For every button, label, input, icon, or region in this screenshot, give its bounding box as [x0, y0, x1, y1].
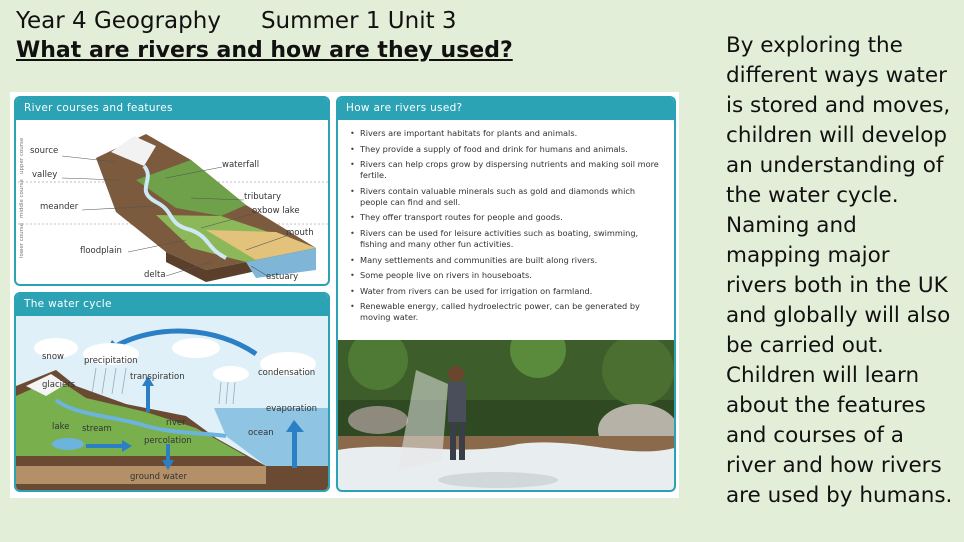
rivers-used-list: [338, 128, 670, 328]
list-item: • Renewable energy, called hydroelectric power, can be generated by moving water.: [360, 301, 660, 323]
label-river: river: [166, 418, 186, 428]
label-evaporation: evaporation: [266, 404, 318, 414]
list-item: • They offer transport routes for people and goods.: [360, 212, 660, 223]
label-mouth: mouth: [286, 228, 314, 238]
label-delta: delta: [144, 270, 166, 280]
label-glaciers: glaciers: [42, 380, 76, 390]
side-label-upper: upper course: [19, 137, 25, 174]
subject-label: Year 4 Geography: [16, 8, 221, 34]
label-oxbow-lake: oxbow lake: [252, 206, 300, 216]
side-label-lower: lower course: [19, 222, 25, 258]
label-condensation: condensation: [258, 368, 316, 378]
water-cycle-diagram: [16, 316, 328, 490]
label-tributary: tributary: [244, 192, 282, 202]
label-ocean: ocean: [248, 428, 274, 438]
water-cycle-panel: [14, 292, 330, 492]
river-fishing-photo: [338, 340, 674, 490]
river-courses-title: River courses and features: [16, 98, 328, 120]
list-item: • Rivers contain valuable minerals such as gold and diamonds which people can find and sell.: [360, 186, 660, 208]
label-valley: valley: [32, 170, 58, 180]
label-source: source: [30, 146, 59, 156]
side-label-middle: middle course: [19, 179, 25, 218]
list-item: • Rivers can be used for leisure activities such as boating, swimming, fishing and many other fun activities.: [360, 228, 660, 250]
list-item: • Rivers can help crops grow by dispersing nutrients and making soil more fertile.: [360, 159, 660, 181]
label-waterfall: waterfall: [222, 160, 260, 170]
unit-description: By exploring the different ways water is stored and moves, children will develop an understanding of the water cycle. Naming and mapping major rivers both in the UK and globally will also be carried out. Children will learn about the features and courses of a river and how rivers are used by humans.: [726, 33, 953, 508]
label-lake: lake: [52, 422, 70, 432]
header-line: [16, 8, 497, 34]
label-transpiration: transpiration: [130, 372, 185, 382]
list-item: • Some people live on rivers in houseboats.: [360, 270, 660, 281]
list-item: • Rivers are important habitats for plants and animals.: [360, 128, 660, 139]
label-stream: stream: [82, 424, 112, 434]
label-floodplain: floodplain: [80, 246, 122, 256]
label-snow: snow: [42, 352, 64, 362]
rivers-used-panel: [336, 96, 676, 492]
label-estuary: estuary: [266, 272, 299, 282]
list-item: • They provide a supply of food and drink for humans and animals.: [360, 144, 660, 155]
label-percolation: percolation: [144, 436, 192, 446]
knowledge-organiser: [10, 92, 679, 498]
unit-label: Summer 1 Unit 3: [260, 8, 457, 34]
list-item: • Water from rivers can be used for irrigation on farmland.: [360, 286, 660, 297]
rivers-used-title: How are rivers used?: [338, 98, 674, 120]
label-ground-water: ground water: [130, 472, 187, 482]
water-cycle-title: The water cycle: [16, 294, 328, 316]
label-meander: meander: [40, 202, 79, 212]
label-precipitation: precipitation: [84, 356, 138, 366]
river-courses-panel: [14, 96, 330, 286]
list-item: • Many settlements and communities are built along rivers.: [360, 255, 660, 266]
page-title: What are rivers and how are they used?: [16, 38, 513, 63]
